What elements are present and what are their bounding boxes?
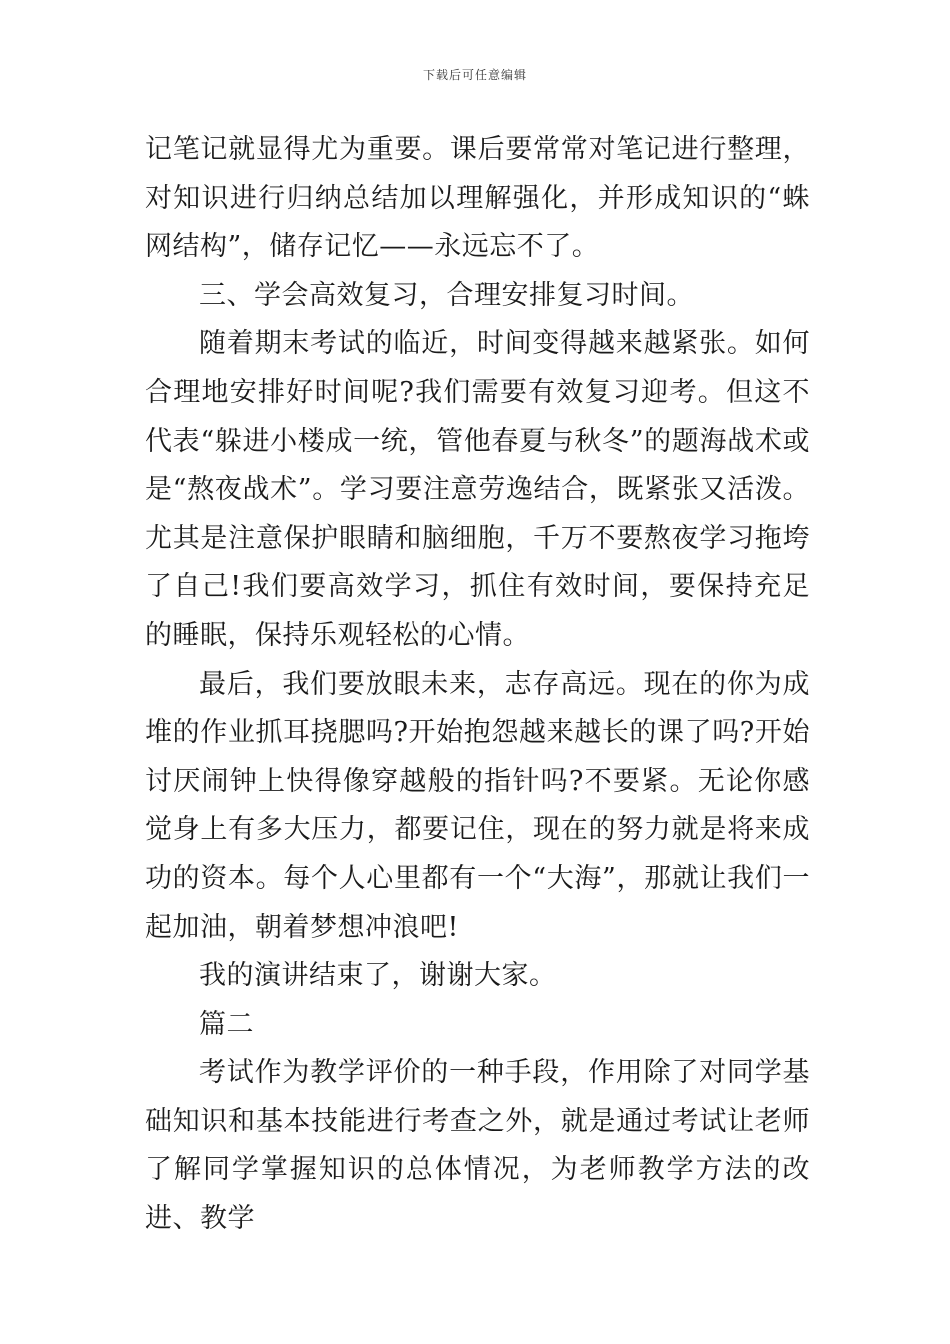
paragraph-time-management: 随着期末考试的临近，时间变得越来越紧张。如何合理地安排好时间呢?我们需要有效复习迎考。但这不代表“躲进小楼成一统，管他春夏与秋冬”的题海战术或是“熬夜战术”。学习要注意劳逸结合，既紧张又活泼。尤其是注意保护眼睛和脑细胞，千万不要熬夜学习拖垮了自己!我们要高效学习，抓住有效时间，要保持充足的睡眠，保持乐观轻松的心情。 xyxy=(145,328,810,651)
page-header-note: 下载后可任意编辑 xyxy=(422,68,527,82)
paragraph-exam-purpose: 考试作为教学评价的一种手段，作用除了对同学基础知识和基本技能进行考查之外，就是通过考试让老师了解同学掌握知识的总体情况，为老师教学方法的改进、教学 xyxy=(145,1057,810,1235)
paragraph-continuation: 记笔记就显得尤为重要。课后要常常对笔记进行整理，对知识进行归纳总结加以理解强化，并形成知识的“蛛网结构”，储存记忆——永远忘不了。 xyxy=(145,134,810,263)
section-heading-part-two: 篇二 xyxy=(199,1008,254,1040)
paragraph-closing-motivation: 最后，我们要放眼未来，志存高远。现在的你为成堆的作业抓耳挠腮吗?开始抱怨越来越长的课了吗?开始讨厌闹钟上快得像穿越般的指针吗?不要紧。无论你感觉身上有多大压力，都要记住，现在的努力就是将来成功的资本。每个人心里都有一个“大海”，那就让我们一起加油，朝着梦想冲浪吧! xyxy=(145,668,810,943)
document-body xyxy=(145,126,810,1244)
section-heading-review: 三、学会高效复习，合理安排复习时间。 xyxy=(199,279,694,311)
paragraph-speech-end: 我的演讲结束了，谢谢大家。 xyxy=(199,960,557,992)
